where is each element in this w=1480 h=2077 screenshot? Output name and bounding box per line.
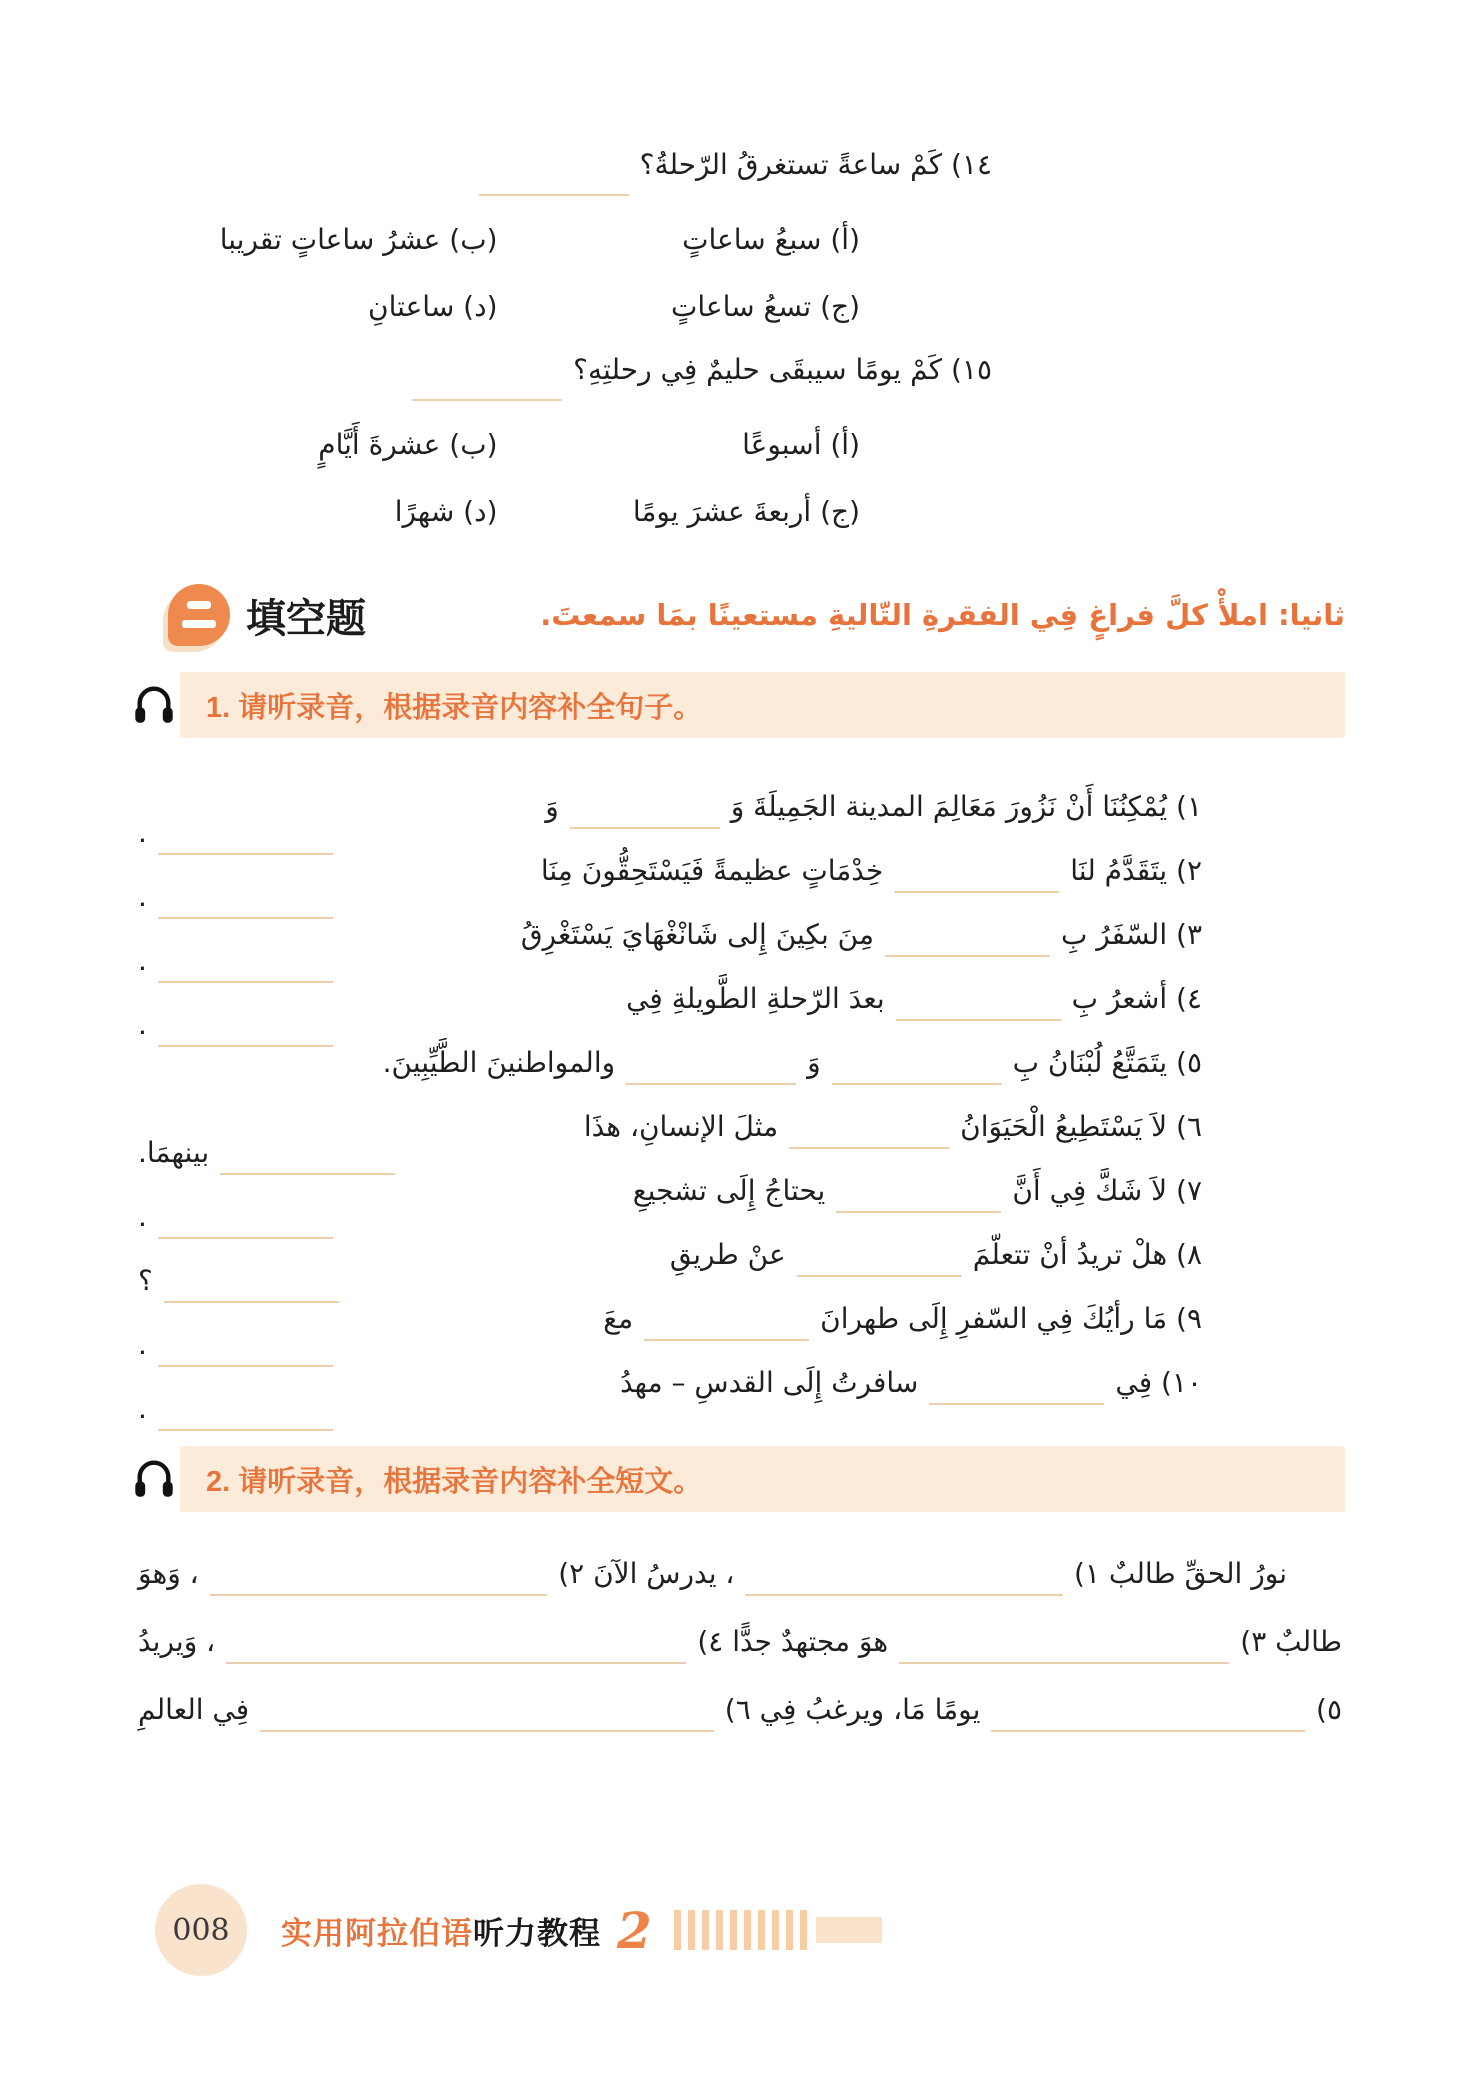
page-number-badge (155, 1884, 247, 1976)
arabic-text: بعدَ الرّحلةِ الطَّويلةِ فِي (626, 982, 885, 1015)
sentence-continuation (135, 1328, 341, 1361)
arabic-text: . (138, 1008, 147, 1041)
question-14-line (170, 148, 995, 190)
tick-mark (716, 1910, 723, 1950)
fill-sentence (135, 1046, 1205, 1110)
section-title: 填空题 (246, 596, 366, 641)
tick-mark (772, 1910, 779, 1950)
sentence-main (617, 1366, 1205, 1399)
fill-in-sentences (135, 790, 1205, 1430)
passage-line (135, 1625, 1345, 1693)
arabic-text: ٩) مَا رأيُكَ فِي السّفرِ إِلَى طهرانَ (820, 1302, 1202, 1335)
task-2-row (132, 1446, 1345, 1512)
arabic-text: يحتاجُ إِلَى تشجيعِ (632, 1174, 826, 1207)
sentence-main (623, 982, 1205, 1015)
arabic-text: يومًا مَا، ويرغبُ فِي ٦) (724, 1693, 981, 1726)
answer-blank (899, 1646, 1229, 1664)
sentence-continuation (135, 880, 341, 913)
answer-blank (220, 1157, 395, 1175)
arabic-text: عنْ طريقِ (669, 1238, 786, 1271)
sentence-continuation (135, 816, 341, 849)
passage-line (135, 1693, 1345, 1761)
arabic-text: فِي العالمِ (138, 1693, 250, 1726)
answer-blank (570, 811, 720, 829)
arabic-text: ، وَهوَ (137, 1557, 199, 1590)
fill-sentence (135, 918, 1205, 982)
answer-blank (226, 1646, 686, 1664)
question-15 (170, 353, 995, 528)
question-15-options (170, 428, 995, 528)
tick-mark (702, 1910, 709, 1950)
arabic-text: نورُ الحقِّ طالبٌ ١) (1073, 1557, 1287, 1590)
fill-sentence (135, 790, 1205, 854)
option-d: (د) ساعتانِ (368, 290, 498, 323)
answer-blank (836, 1195, 1001, 1213)
fill-sentence (135, 1174, 1205, 1238)
book-title (281, 1908, 601, 1953)
arabic-text: خِدْمَاتٍ عظيمةً فَيَسْتَحِقُّونَ مِنَا (540, 854, 884, 887)
passage-line (135, 1557, 1345, 1625)
sentence-continuation (135, 944, 341, 977)
sentence-continuation (135, 1200, 341, 1233)
footer-tick-marks (674, 1910, 807, 1950)
arabic-text: وَ (545, 790, 559, 823)
page-number: 008 (172, 1912, 230, 1948)
arabic-text: ١٠) فِي (1115, 1366, 1202, 1399)
fill-sentence (135, 1302, 1205, 1366)
arabic-text: ، يدرسُ الآنَ ٢) (558, 1557, 735, 1590)
answer-blank (479, 178, 629, 196)
tick-mark (744, 1910, 751, 1950)
sentence-main (600, 1302, 1205, 1335)
arabic-text: مثلَ الإنسانِ، هذَا (583, 1110, 779, 1143)
tick-mark (730, 1910, 737, 1950)
sentence-continuation (135, 1136, 403, 1169)
sentence-main (538, 854, 1205, 887)
arabic-text: ٦) لاَ يَسْتَطِيعُ الْحَيَوَانُ (960, 1110, 1202, 1143)
tick-mark (786, 1910, 793, 1950)
fill-sentence (135, 1366, 1205, 1430)
option-b: (ب) عشرُ ساعاتٍ تقريبا (219, 223, 498, 256)
answer-blank (158, 1413, 333, 1431)
question-14-text: ١٤) كَمْ ساعةً تستغرقُ الرّحلةُ؟ (639, 148, 992, 181)
question-14 (170, 148, 995, 323)
answer-blank (158, 901, 333, 919)
section-two-icon (168, 584, 230, 646)
footer-bar (816, 1917, 882, 1943)
fill-in-passage (135, 1557, 1345, 1761)
sentence-continuation (135, 1392, 341, 1425)
answer-blank (412, 383, 562, 401)
arabic-text: . (138, 1200, 147, 1233)
tick-mark (758, 1910, 765, 1950)
question-14-options (170, 223, 995, 323)
volume-number: 2 (617, 1900, 652, 1960)
arabic-text: ٤) أشعرُ بِ (1071, 982, 1202, 1015)
option-b: (ب) عشرةَ أَيَّامٍ (318, 428, 498, 461)
tick-mark (674, 1910, 681, 1950)
answer-blank (644, 1323, 809, 1341)
headphones-icon (132, 1455, 180, 1503)
arabic-text: . (138, 816, 147, 849)
option-a: (أ) سبعُ ساعاتٍ (682, 223, 860, 256)
arabic-text: معَ (603, 1302, 634, 1335)
answer-blank (210, 1578, 548, 1596)
question-15-text: ١٥) كَمْ يومًا سيبقَى حليمٌ فِي رحلتِهِ؟ (573, 353, 992, 386)
answer-blank (158, 1029, 333, 1047)
sentence-continuation (135, 1264, 347, 1297)
sentence-main (581, 1110, 1205, 1143)
answer-blank (929, 1387, 1104, 1405)
answer-blank (789, 1131, 949, 1149)
arabic-text: ، وَيريدُ (137, 1625, 216, 1658)
section-header (168, 584, 1345, 646)
fill-sentence (135, 1238, 1205, 1302)
arabic-text: ٨) هلْ تريدُ أنْ تتعلّمَ (972, 1238, 1202, 1271)
arabic-text: وَ (807, 1046, 821, 1079)
arabic-text: ٥) (1316, 1693, 1342, 1726)
option-c: (ج) أربعةَ عشرَ يومًا (632, 495, 860, 528)
answer-blank (894, 875, 1059, 893)
page-footer (0, 1882, 1480, 1978)
arabic-text: والمواطنينَ الطَّيِّبِينَ. (382, 1046, 616, 1079)
fill-sentence (135, 982, 1205, 1046)
task-1-banner: 1. 请听录音，根据录音内容补全句子。 (180, 672, 1345, 738)
fill-sentence (135, 854, 1205, 918)
task-1-row (132, 672, 1345, 738)
sentence-main (630, 1174, 1205, 1207)
answer-blank (158, 1349, 333, 1367)
arabic-text: ٧) لاَ شَكَّ فِي أَنَّ (1012, 1174, 1202, 1207)
arabic-text: سافرتُ إِلَى القدسِ – مهدُ (619, 1366, 919, 1399)
arabic-text: طالبٌ ٣) (1240, 1625, 1342, 1658)
book-title-orange: 实用阿拉伯语 (281, 1915, 473, 1951)
fill-sentence (135, 1110, 1205, 1174)
arabic-text: ١) يُمْكِنُنَا أَنْ نَزُورَ مَعَالِمَ المدينة الجَمِيلَةَ وَ (730, 790, 1202, 823)
answer-blank (164, 1285, 339, 1303)
arabic-text: ٣) السّفَرُ بِ (1060, 918, 1202, 951)
answer-blank (745, 1578, 1063, 1596)
arabic-text: . (138, 880, 147, 913)
answer-blank (158, 965, 333, 983)
answer-blank (832, 1067, 1002, 1085)
book-title-black: 听力教程 (473, 1915, 601, 1951)
arabic-text: . (138, 944, 147, 977)
arabic-text: ؟ (138, 1264, 153, 1297)
arabic-text: . (138, 1328, 147, 1361)
answer-blank (885, 939, 1050, 957)
section-instruction-arabic: ثانيا: املأْ كلَّ فراغٍ فِي الفقرةِ التّاليةِ مستعينًا بمَا سمعتَ. (540, 598, 1345, 632)
arabic-text: هوَ مجتهدٌ جدًّا ٤) (697, 1625, 889, 1658)
sentence-main (518, 918, 1205, 951)
answer-blank (626, 1067, 796, 1085)
option-a: (أ) أسبوعًا (742, 428, 860, 461)
multiple-choice-section (170, 0, 995, 528)
headphones-icon (132, 681, 180, 729)
question-15-line (170, 353, 995, 395)
tick-mark (688, 1910, 695, 1950)
answer-blank (158, 837, 333, 855)
arabic-text: ٥) يتَمَتَّعُ لُبْنَانُ بِ (1012, 1046, 1202, 1079)
sentence-main (542, 790, 1205, 823)
answer-blank (158, 1221, 333, 1239)
task-2-banner: 2. 请听录音，根据录音内容补全短文。 (180, 1446, 1345, 1512)
arabic-text: مِنَ بكِينَ إِلى شَانْغْهَايَ يَسْتَغْرِقُ (520, 918, 874, 951)
answer-blank (991, 1714, 1305, 1732)
arabic-text: ٢) يتَقَدَّمُ لنَا (1070, 854, 1202, 887)
sentence-main (667, 1238, 1205, 1271)
sentence-continuation (135, 1008, 341, 1041)
sentence-main (380, 1046, 1205, 1079)
answer-blank (260, 1714, 714, 1732)
answer-blank (896, 1003, 1061, 1021)
option-c: (ج) تسعُ ساعاتٍ (671, 290, 860, 323)
answer-blank (797, 1259, 962, 1277)
option-d: (د) شهرًا (394, 495, 498, 528)
arabic-text: . (138, 1392, 147, 1425)
tick-mark (800, 1910, 807, 1950)
arabic-text: بينهمَا. (138, 1136, 210, 1169)
